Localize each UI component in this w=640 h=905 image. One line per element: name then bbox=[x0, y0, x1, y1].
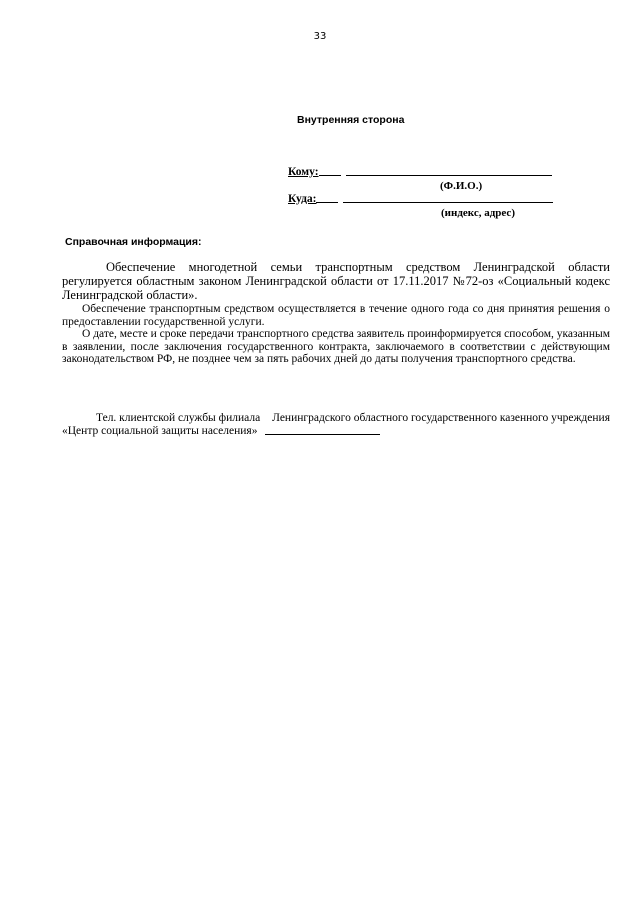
info-body bbox=[62, 260, 610, 366]
address-caption: (индекс, адрес) bbox=[441, 207, 515, 219]
center-name: «Центр социальной защиты населения» bbox=[62, 424, 258, 437]
to-blank-short bbox=[319, 174, 341, 176]
where-blank-short bbox=[316, 201, 338, 203]
to-label: Кому: bbox=[288, 166, 319, 178]
page-number: 33 bbox=[313, 31, 327, 42]
info-heading: Справочная информация: bbox=[65, 236, 202, 248]
phone-block bbox=[62, 412, 610, 437]
phone-blank-line bbox=[265, 433, 380, 435]
recipient-name-row bbox=[288, 166, 552, 178]
phone-line bbox=[62, 412, 610, 425]
where-label: Куда: bbox=[288, 193, 317, 205]
where-blank-line bbox=[343, 201, 553, 203]
phone-line-2 bbox=[62, 425, 610, 438]
to-blank-line bbox=[346, 174, 552, 176]
name-caption: (Ф.И.О.) bbox=[440, 180, 483, 192]
side-title: Внутренняя сторона bbox=[297, 114, 405, 126]
paragraph-notification: О дате, месте и сроке передачи транспортного средства заявитель проинформируется способом, указанным в заявлении, после заключения государственного контракта, заключаемого в соответствии с действующим законодательством РФ, не позднее чем за пять рабочих дней до даты получения транспортного средства. bbox=[62, 328, 610, 366]
phone-label: Тел. клиентской службы филиала bbox=[96, 412, 261, 424]
paragraph-law: Обеспечение многодетной семьи транспортным средством Ленинградской области регулируется областным законом Ленинградской области от 17.11.2017 №72-оз «Социальный кодекс Ленинградской области». bbox=[62, 260, 610, 302]
institution-name: Ленинградского областного государственного казенного учреждения bbox=[272, 412, 610, 424]
recipient-address-row bbox=[288, 193, 553, 205]
paragraph-term: Обеспечение транспортным средством осуществляется в течение одного года со дня принятия решения о предоставлении государственной услуги. bbox=[62, 303, 610, 328]
